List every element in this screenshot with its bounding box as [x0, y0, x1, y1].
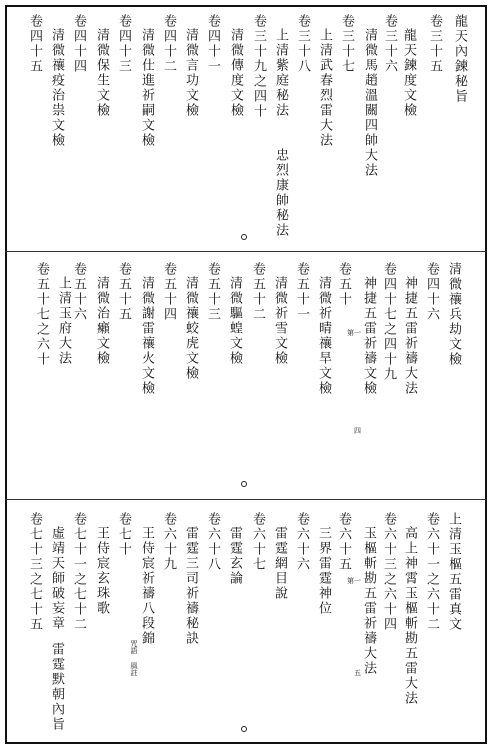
section3-col-11: 雷霆玄論	[227, 526, 242, 586]
section1-col-11: 卷三十九之四十	[251, 14, 266, 119]
section1-circle-mark	[241, 234, 247, 240]
section1-col-8: 卷三十八	[295, 14, 310, 74]
section1-col-2: 卷三十五	[427, 14, 442, 74]
section3-col-17: 王侍宸玄珠歌	[94, 526, 109, 616]
section2-col-4: 卷四十七之四十九	[381, 262, 396, 382]
section3-col-4: 卷六十三之六十四	[381, 512, 396, 632]
section2-col-17: 清微治癩文檢	[94, 276, 109, 366]
section3-col-19: 虛靖天師破妄章	[49, 526, 64, 631]
section-divider-1	[5, 251, 487, 252]
section3-col-8: 卷六十六	[294, 512, 309, 572]
section3-col-12: 卷六十八	[205, 512, 220, 572]
section-divider-2	[5, 499, 487, 500]
section3-col-13: 雷霆三司祈禱秘訣	[183, 526, 198, 646]
section1-col-5: 清微馬趙溫關四帥大法	[362, 28, 377, 178]
section3-col-15: 王侍宸祈禱八段錦	[139, 526, 154, 646]
section1-col-17: 卷四十三	[116, 14, 131, 74]
section1-col-7: 上清武春烈雷大法	[317, 28, 332, 148]
section2-col-1: 清微禳兵劫文檢	[446, 262, 461, 367]
section2-circle-mark	[241, 481, 247, 487]
section2-col-7: 清微祈晴禳旱文檢	[316, 276, 331, 396]
section1-col-12: 清微傳度文檢	[228, 28, 243, 118]
section3-col-1: 上清玉樞五雷真文	[446, 512, 461, 632]
section2-page-mark: 四	[354, 427, 361, 435]
section2-col-2: 卷四十六	[424, 262, 439, 322]
section2-col-11: 清微驅蝗文檢	[227, 276, 242, 366]
section1-col-3: 龍天鍊度文檢	[401, 28, 416, 118]
section3-col-18: 卷七十一之七十二	[71, 512, 86, 632]
section1-col-14: 清微言功文檢	[183, 28, 198, 118]
section3-col-14: 卷六十九	[161, 512, 176, 572]
section3-col-9: 雷霆網目說	[272, 526, 287, 601]
section3-col-21: 卷七十三之七十五	[27, 512, 42, 632]
section3-col-6: 卷六十五	[336, 512, 351, 572]
section2-col-6: 卷五十	[336, 262, 351, 307]
section3-col-5: 玉樞斬勘五雷祈禱大法	[361, 526, 376, 676]
section1-col-19: 卷四十四	[71, 14, 86, 74]
section1-col-15: 卷四十二	[161, 14, 176, 74]
section2-col-3: 神捷五雷祈禱大法	[402, 276, 417, 396]
section1-col-18: 清微保生文檢	[94, 28, 109, 118]
section1-col-21: 卷四十五	[27, 14, 42, 74]
section3-page-mark: 五	[354, 669, 361, 677]
section2-col-14: 卷五十四	[161, 262, 176, 322]
section2-col-18: 卷五十六	[71, 262, 86, 322]
section1-col-6: 卷三十七	[339, 14, 354, 74]
section3-col-3: 高上神霄玉樞斬勘五雷大法	[402, 526, 417, 706]
section1-col-10: 忠烈康帥秘法	[273, 148, 288, 238]
section3-circle-mark	[241, 726, 247, 732]
section2-col-13: 清微禳蛟虎文檢	[183, 276, 198, 381]
section2-col-5: 神捷五雷祈禱文檢	[361, 276, 376, 396]
section2-col-19: 上清玉府大法	[56, 276, 71, 366]
section3-note-2: 咒語 風註	[130, 640, 138, 676]
section1-col-4: 卷三十六	[382, 14, 397, 74]
section3-col-2: 卷六十一之六十二	[424, 512, 439, 632]
section1-col-16: 清微仕進祈嗣文檢	[139, 28, 154, 148]
section2-col-9: 清微祈雪文檢	[272, 276, 287, 366]
section2-col-16: 卷五十五	[116, 262, 131, 322]
section3-col-20: 雷霆默朝內旨	[49, 642, 64, 732]
section1-col-9: 上清紫庭秘法	[273, 28, 288, 118]
section3-col-7: 三界雷霆神位	[316, 526, 331, 616]
section2-col-12: 卷五十三	[205, 262, 220, 322]
section1-col-1: 龍天內鍊秘旨	[452, 14, 467, 104]
section2-col-8: 卷五十一	[294, 262, 309, 322]
section1-col-20: 清微禳疫治祟文檢	[49, 28, 64, 148]
section2-note: 第一	[347, 329, 361, 337]
section2-col-15: 清微謝雷禳火文檢	[139, 276, 154, 396]
section2-col-10: 卷五十二	[250, 262, 265, 322]
section3-col-16: 卷七十	[116, 512, 131, 557]
section1-col-13: 卷四十一	[205, 14, 220, 74]
section3-col-10: 卷六十七	[250, 512, 265, 572]
section3-note: 第一	[347, 577, 361, 585]
section2-col-20: 卷五十七之六十	[34, 262, 49, 367]
